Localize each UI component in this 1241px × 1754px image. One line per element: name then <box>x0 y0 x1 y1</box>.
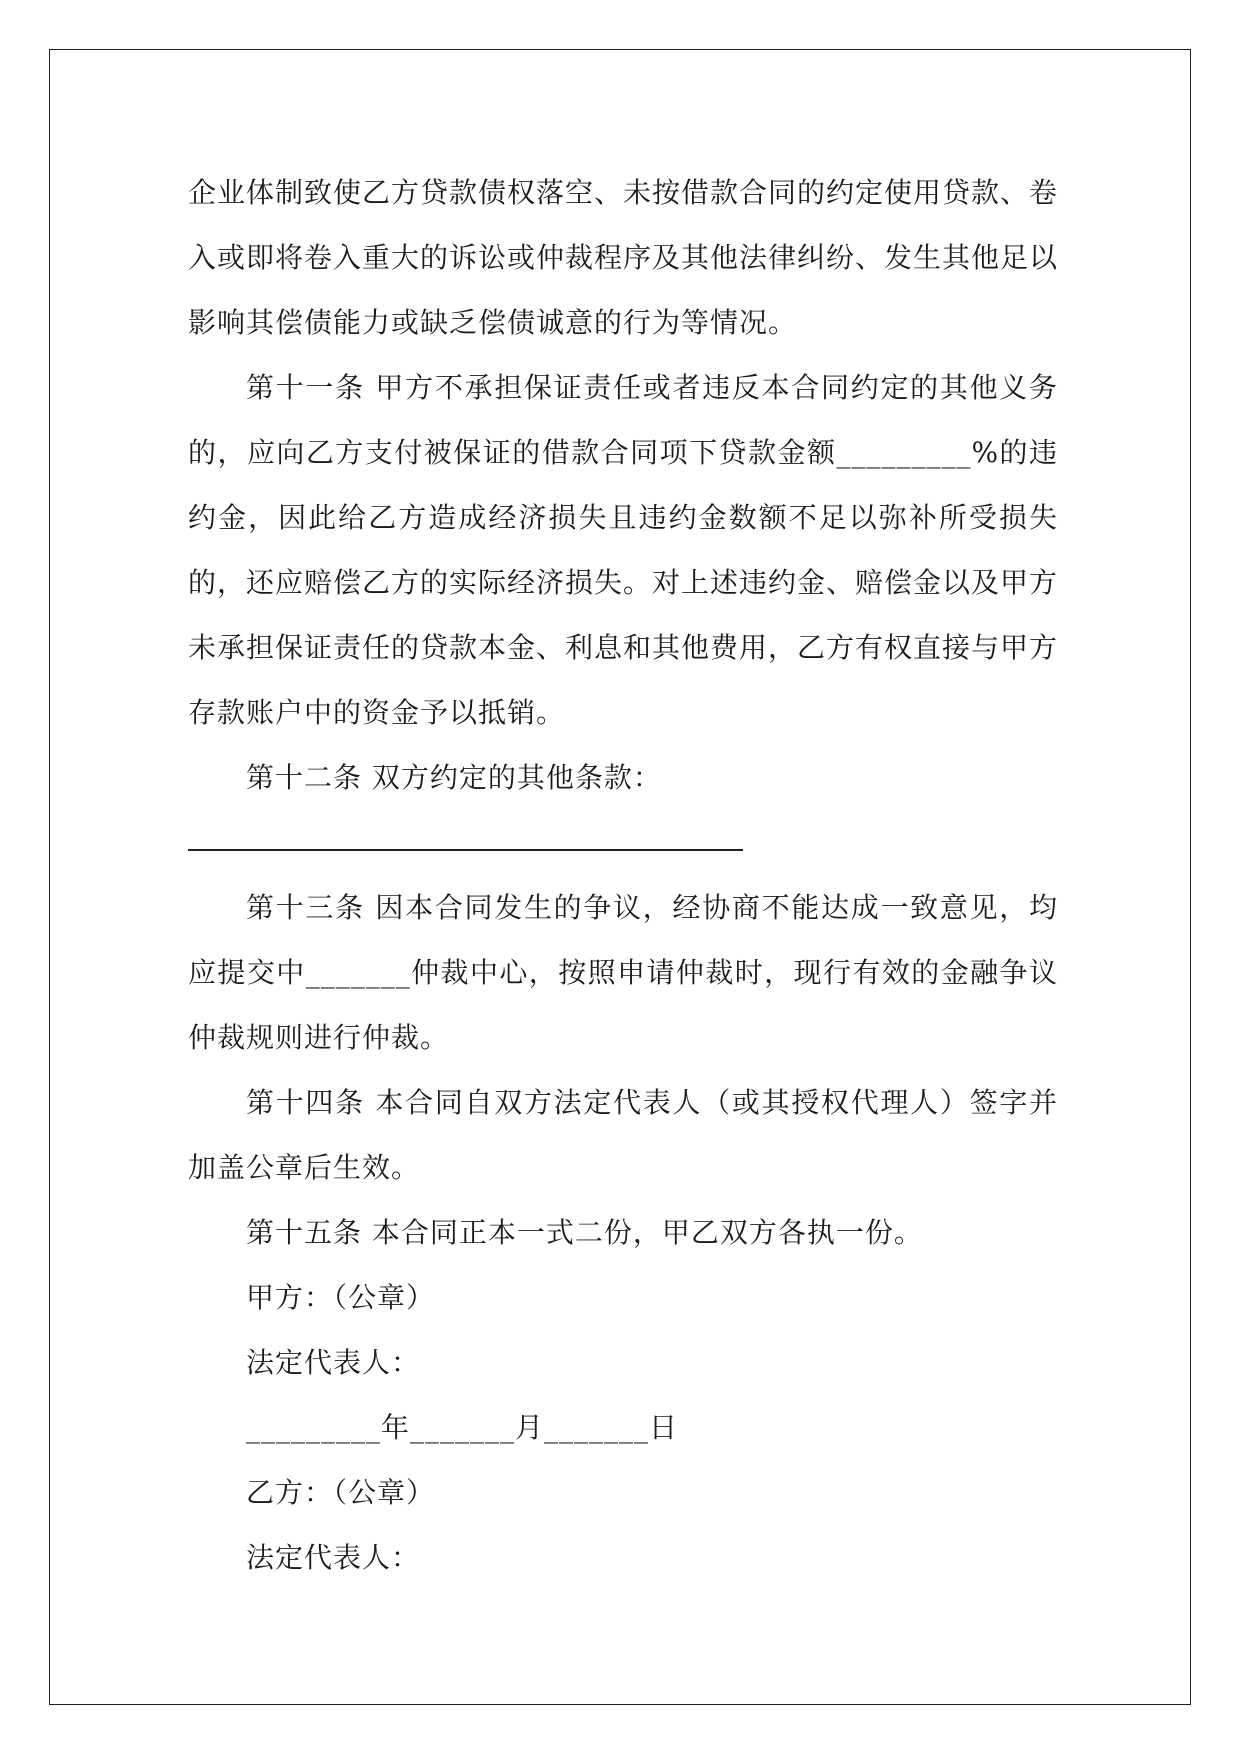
contract-body <box>188 160 1058 1590</box>
article-14: 第十四条 本合同自双方法定代表人（或其授权代理人）签字并加盖公章后生效。 <box>188 1086 1058 1184</box>
party-b-seal: 乙方：（公章） <box>246 1476 436 1509</box>
blank-fill-line <box>188 810 1058 875</box>
article-12: 第十二条 双方约定的其他条款： <box>246 761 662 794</box>
party-a-seal: 甲方：（公章） <box>246 1281 436 1314</box>
article-15: 第十五条 本合同正本一式二份，甲乙双方各执一份。 <box>246 1216 923 1249</box>
article-11: 第十一条 甲方不承担保证责任或者违反本合同约定的其他义务的，应向乙方支付被保证的借款合同项下贷款金额_________%的违约金，因此给乙方造成经济损失且违约金数额不足以弥补所受损失的，还应赔偿乙方的实际经济损失。对上述违约金、赔偿金以及甲方未承担保证责任的贷款本金、利息和其他费用，乙方有权直接与甲方存款账户中的资金予以抵销。 <box>188 371 1059 729</box>
article-13: 第十三条 因本合同发生的争议，经协商不能达成一致意见，均应提交中_______仲裁中心，按照申请仲裁时，现行有效的金融争议仲裁规则进行仲裁。 <box>188 891 1058 1054</box>
paragraph-continuation: 企业体制致使乙方贷款债权落空、未按借款合同的约定使用贷款、卷入或即将卷入重大的诉讼或仲裁程序及其他法律纠纷、发生其他足以影响其偿债能力或缺乏偿债诚意的行为等情况。 <box>188 176 1059 339</box>
party-a-representative: 法定代表人： <box>246 1346 421 1379</box>
date-line: _________年_______月_______日 <box>246 1411 679 1444</box>
party-b-representative: 法定代表人： <box>246 1541 421 1574</box>
